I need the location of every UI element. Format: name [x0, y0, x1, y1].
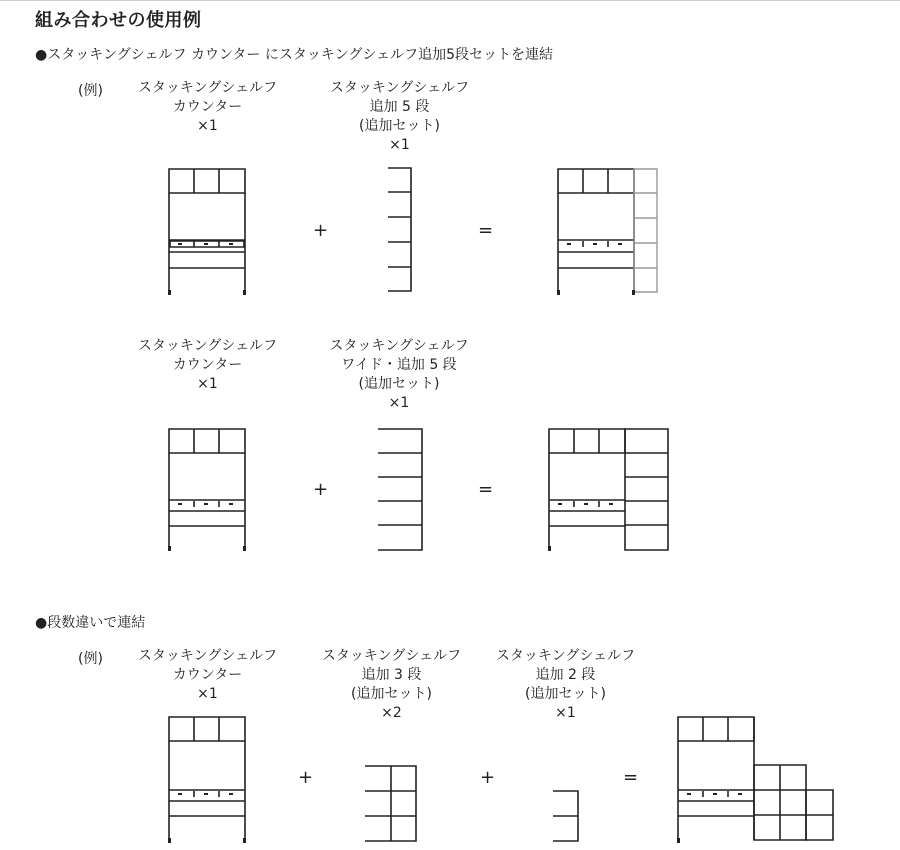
equals-operator: =: [478, 220, 494, 241]
result-counter-plus-wide-5-drawing: [548, 428, 670, 552]
equals-operator: =: [478, 479, 494, 500]
counter-shelf-drawing: [168, 168, 246, 296]
page-title: 組み合わせの使用例: [35, 10, 202, 31]
section2-heading: ●段数違いで連結: [35, 615, 146, 631]
wide-add-5-tier-drawing: [377, 428, 425, 552]
example-label: (例): [78, 83, 103, 99]
row2-wide-add5-label: スタッキングシェルフ ワイド・追加 5 段 (追加セット) ×1: [329, 338, 469, 411]
add-3-tier-x2-drawing: [364, 765, 418, 843]
sec2-add3-label: スタッキングシェルフ 追加 3 段 (追加セット) ×2: [321, 648, 462, 721]
top-border: [0, 0, 900, 1]
add-2-tier-drawing: [552, 790, 580, 843]
row1-counter-label: スタッキングシェルフ カウンター ×1: [137, 80, 278, 134]
result-counter-plus-5-drawing: [557, 168, 659, 296]
plus-operator: +: [298, 767, 314, 788]
counter-shelf-drawing: [168, 428, 246, 552]
sec2-add2-label: スタッキングシェルフ 追加 2 段 (追加セット) ×1: [495, 648, 636, 721]
row2-counter-label: スタッキングシェルフ カウンター ×1: [137, 338, 278, 392]
row1-add5-label: スタッキングシェルフ 追加 5 段 (追加セット) ×1: [329, 80, 470, 153]
counter-shelf-drawing: [168, 716, 246, 844]
plus-operator: +: [313, 220, 329, 241]
section1-heading: ●スタッキングシェルフ カウンター にスタッキングシェルフ追加5段セットを連結: [35, 47, 554, 63]
result-stepped-drawing: [677, 716, 835, 844]
plus-operator: +: [480, 767, 496, 788]
sec2-counter-label: スタッキングシェルフ カウンター ×1: [137, 648, 278, 702]
equals-operator: =: [623, 767, 639, 788]
plus-operator: +: [313, 479, 329, 500]
example-label: (例): [78, 651, 103, 667]
add-5-tier-drawing: [387, 167, 413, 293]
